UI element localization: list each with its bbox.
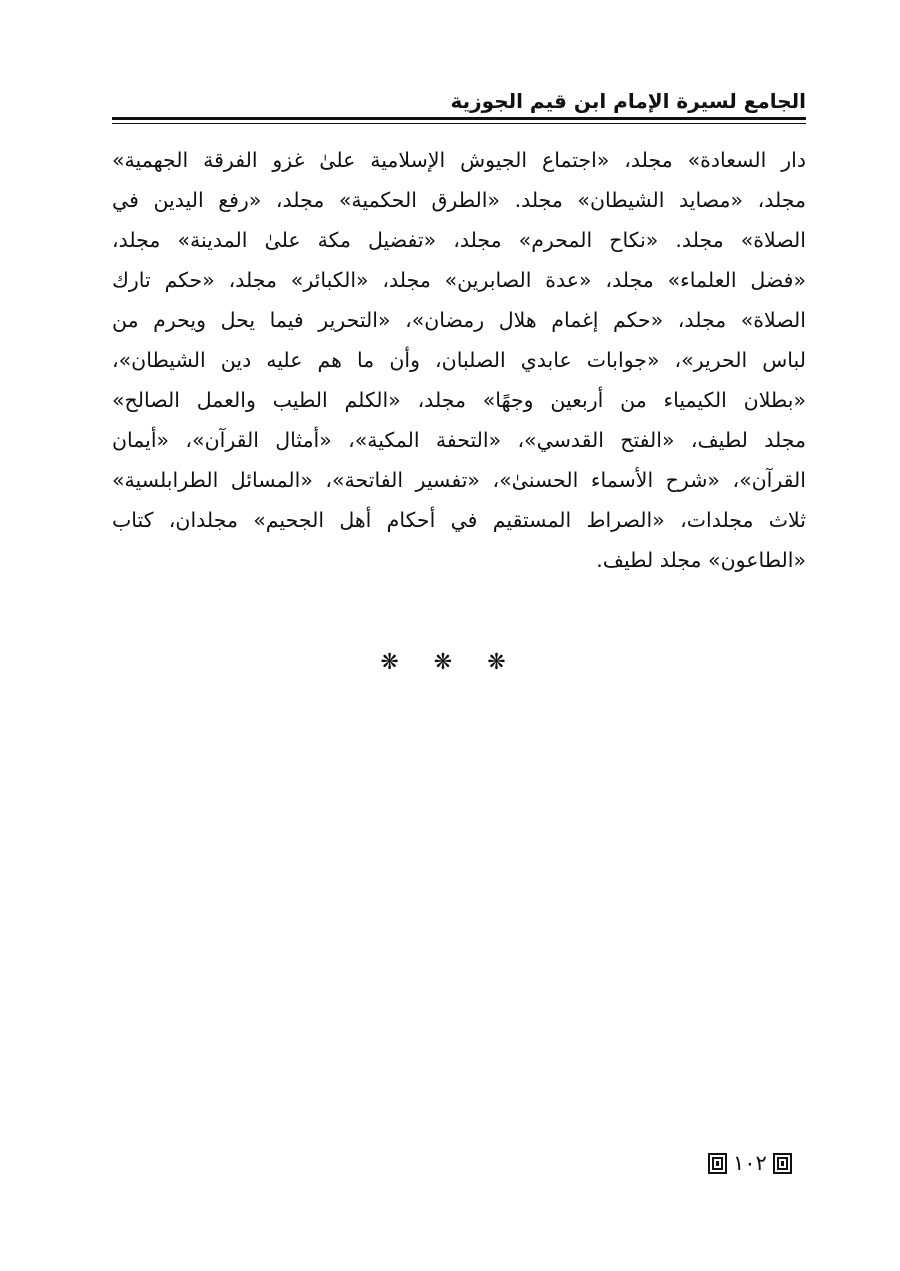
section-separator: ❋ ❋ ❋ <box>380 650 520 675</box>
text-line: لباس الحرير»، «جوابات عابدي الصلبان، وأن ما هم عليه دين الشيطان»، <box>112 348 806 372</box>
header-rule-thin <box>112 123 806 124</box>
text-line: «بطلان الكيمياء من أربعين وجهًا» مجلد، «الكلم الطيب والعمل الصالح» <box>112 388 806 412</box>
text-line: الصلاة» مجلد. «نكاح المحرم» مجلد، «تفضيل مكة علىٰ المدينة» مجلد، <box>112 228 806 252</box>
page-number-block <box>708 1147 808 1179</box>
text-line: دار السعادة» مجلد، «اجتماع الجيوش الإسلامية علىٰ غزو الفرقة الجهمية» <box>112 148 806 172</box>
square-ornament-icon <box>773 1153 792 1174</box>
running-header <box>112 86 806 120</box>
text-line: القرآن»، «شرح الأسماء الحسنىٰ»، «تفسير الفاتحة»، «المسائل الطرابلسية» <box>112 468 806 492</box>
text-line: «فضل العلماء» مجلد، «عدة الصابرين» مجلد، «الكبائر» مجلد، «حكم تارك <box>112 268 806 292</box>
header-title: الجامع لسيرة الإمام ابن قيم الجوزية <box>450 89 806 113</box>
text-line: مجلد لطيف، «الفتح القدسي»، «التحفة المكية»، «أمثال القرآن»، «أيمان <box>112 428 806 452</box>
body-text <box>112 140 806 580</box>
text-line: الصلاة» مجلد، «حكم إغمام هلال رمضان»، «التحرير فيما يحل ويحرم من <box>112 308 806 332</box>
header-rule-thick <box>112 117 806 120</box>
page-number: ١٠٢ <box>733 1151 767 1175</box>
text-line: ثلاث مجلدات، «الصراط المستقيم في أحكام أهل الجحيم» مجلدان، كتاب <box>112 508 806 532</box>
text-line-last: «الطاعون» مجلد لطيف. <box>596 548 806 572</box>
square-ornament-icon <box>708 1153 727 1174</box>
text-line: مجلد، «مصايد الشيطان» مجلد. «الطرق الحكمية» مجلد، «رفع اليدين في <box>112 188 806 212</box>
